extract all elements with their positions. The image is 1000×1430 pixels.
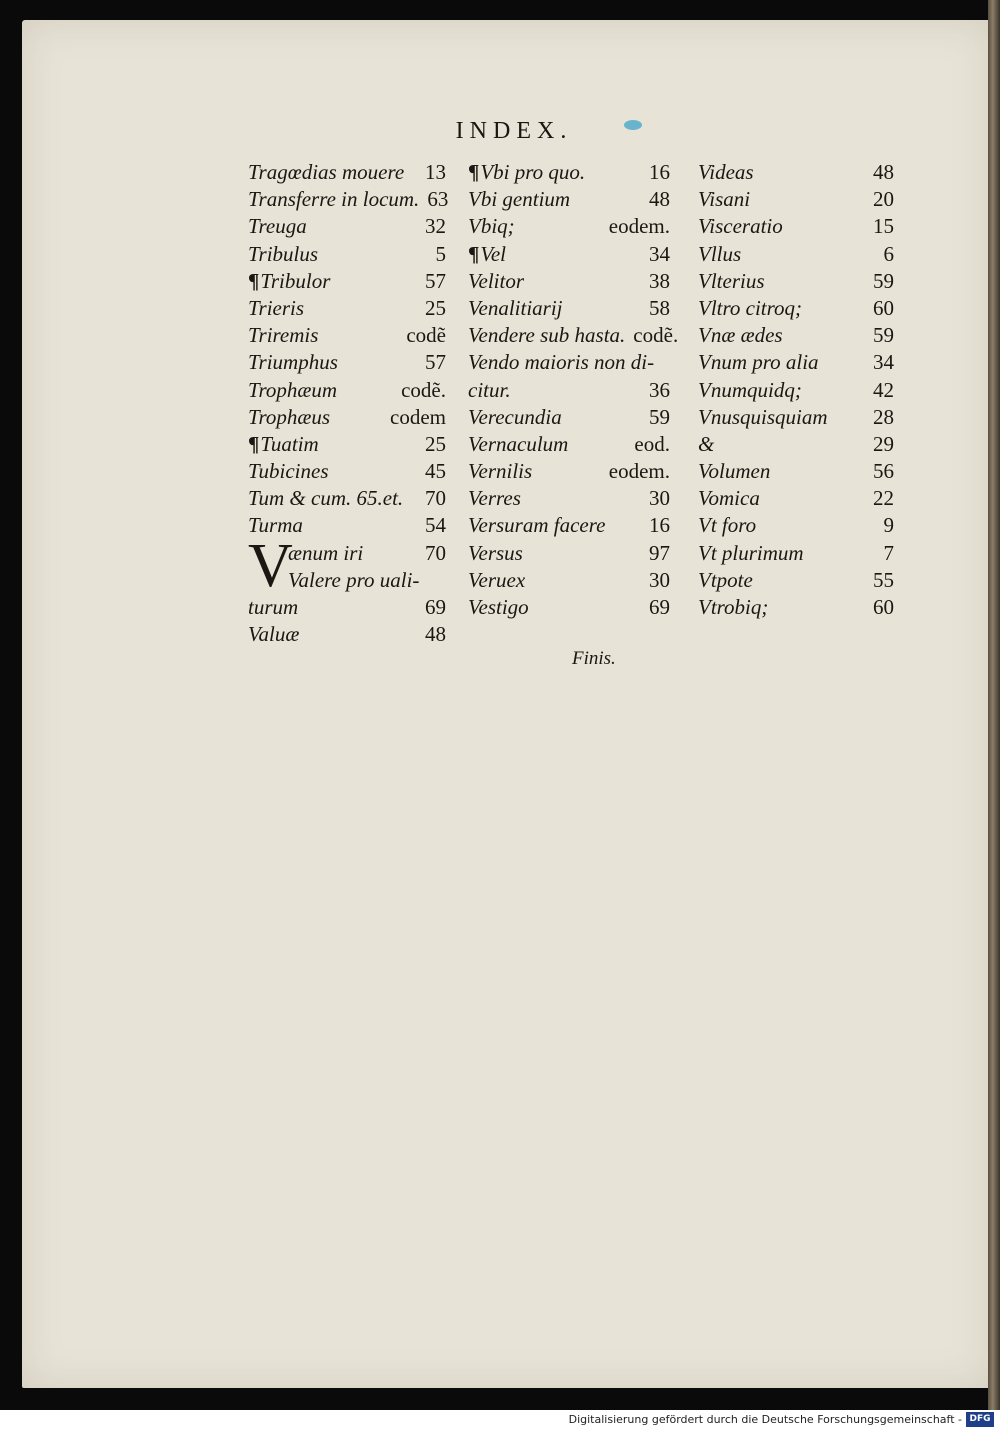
index-entry <box>248 269 446 296</box>
entry-term <box>288 568 419 593</box>
index-entry <box>468 269 670 296</box>
entry-term <box>698 160 754 185</box>
index-column-1 <box>248 160 449 649</box>
entry-text: Venalitiarij <box>468 295 563 320</box>
entry-text: Vbi gentium <box>468 187 571 212</box>
index-entry <box>468 323 679 350</box>
index-entry <box>248 187 449 214</box>
entry-page-number: 59 <box>873 268 894 293</box>
index-entry <box>468 595 670 622</box>
entry-term <box>698 513 756 538</box>
entry-page-number: 15 <box>873 214 894 239</box>
entry-page-number: 20 <box>873 187 894 212</box>
entry-term <box>468 459 532 484</box>
entry-term <box>248 269 330 294</box>
entry-page-number: eodem. <box>608 214 670 239</box>
entry-term <box>698 595 768 620</box>
pilcrow-icon: ¶ <box>468 241 480 266</box>
entry-page-number: 63 <box>427 187 449 212</box>
entry-text: Trieris <box>248 295 305 320</box>
entry-term <box>468 214 515 239</box>
entry-term <box>248 350 338 375</box>
entry-page-number: eodem. <box>608 459 670 484</box>
entry-page-number: 42 <box>873 377 894 402</box>
entry-term <box>248 459 329 484</box>
entry-term <box>698 350 819 375</box>
entry-page-number: 69 <box>649 595 670 619</box>
entry-page-number: codẽ <box>406 323 446 348</box>
entry-text: Vlterius <box>698 268 765 293</box>
entry-term <box>698 432 714 457</box>
entry-term <box>468 595 529 620</box>
entry-text: Velitor <box>468 268 524 293</box>
entry-page-number: 34 <box>873 350 894 375</box>
entry-term <box>698 269 765 294</box>
book-edge <box>988 0 1000 1410</box>
entry-text: Triumphus <box>248 350 338 375</box>
entry-page-number: 34 <box>649 241 670 266</box>
entry-page-number: codẽ. <box>633 323 679 348</box>
entry-text: Vernilis <box>468 459 533 484</box>
entry-text: & <box>698 431 715 456</box>
entry-term <box>468 405 562 430</box>
entry-text: Vestigo <box>468 595 529 619</box>
entry-text: Tribulus <box>248 241 319 266</box>
entry-text: Volumen <box>698 459 771 484</box>
entry-page-number: 60 <box>873 295 894 320</box>
dfg-logo-icon: DFG <box>966 1412 994 1427</box>
index-entry <box>248 242 446 269</box>
entry-text: Vt foro <box>698 513 757 538</box>
entry-text: Treuga <box>248 214 307 239</box>
entry-text: Valere pro uali- <box>288 567 420 592</box>
index-entry <box>698 350 894 377</box>
entry-term <box>248 214 307 239</box>
index-entry <box>698 459 894 486</box>
footer-bar <box>0 1410 1000 1430</box>
index-entry <box>248 296 446 323</box>
entry-page-number: 56 <box>873 459 894 484</box>
index-entry <box>698 513 894 540</box>
entry-text: Vllus <box>698 241 742 266</box>
index-entry <box>698 296 894 323</box>
entry-page-number: 9 <box>883 513 894 538</box>
index-entry <box>698 242 894 269</box>
entry-page-number: 38 <box>649 268 670 293</box>
entry-page-number: 45 <box>425 459 446 484</box>
entry-page-number: 69 <box>425 595 446 620</box>
entry-text: Vt plurimum <box>698 540 804 565</box>
footer-credit: Digitalisierung gefördert durch die Deutsche Forschungsgemeinschaft - <box>568 1413 962 1426</box>
pilcrow-icon: ¶ <box>248 431 260 456</box>
drop-cap: V <box>248 531 293 600</box>
entry-page-number: codẽ. <box>401 377 446 402</box>
entry-term <box>698 405 828 430</box>
entry-text: Vernaculum <box>468 431 569 456</box>
entry-term <box>698 323 783 348</box>
entry-text: Trophæum <box>248 377 338 402</box>
entry-page-number: 58 <box>649 295 670 320</box>
index-entry <box>248 622 446 649</box>
entry-page-number: eod. <box>634 431 670 456</box>
entry-text: Vtpote <box>698 567 753 592</box>
entry-page-number: 48 <box>649 187 670 212</box>
entry-term <box>468 432 568 457</box>
entry-page-number: 54 <box>425 513 446 538</box>
entry-text: Vbiq; <box>468 214 515 239</box>
index-entry <box>248 405 446 432</box>
entry-text: Veruex <box>468 567 526 592</box>
entry-text: Valuæ <box>248 622 300 647</box>
entry-page-number: 48 <box>425 622 446 647</box>
entry-term <box>248 432 319 457</box>
index-entry <box>468 187 670 214</box>
entry-term <box>468 242 506 267</box>
index-entry <box>698 432 894 459</box>
entry-term <box>248 160 404 185</box>
entry-page-number: 57 <box>425 350 446 375</box>
index-entry <box>698 541 894 568</box>
entry-page-number: 59 <box>649 404 670 429</box>
entry-text: Versuram facere <box>468 513 606 538</box>
index-entry <box>468 541 670 568</box>
entry-text: Vnusquisquiam <box>698 404 828 429</box>
entry-page-number: 6 <box>883 241 894 266</box>
entry-term <box>698 214 783 239</box>
entry-page-number: 30 <box>649 486 670 511</box>
index-entry <box>248 432 446 459</box>
index-entry <box>248 160 446 187</box>
entry-text: Visani <box>698 187 751 212</box>
entry-text: Tum & cum. 65.et. <box>248 486 404 511</box>
entry-text: Verres <box>468 486 521 511</box>
entry-page-number: 28 <box>873 404 894 429</box>
entry-term <box>468 187 570 212</box>
index-entry <box>698 323 894 350</box>
index-entry <box>468 405 670 432</box>
entry-term <box>468 541 523 566</box>
entry-text: Tuatim <box>260 431 319 456</box>
entry-text: Vnumquidq; <box>698 377 802 402</box>
index-entry <box>248 486 446 513</box>
index-entry <box>468 432 670 459</box>
index-entry <box>468 160 670 187</box>
entry-page-number: 16 <box>649 513 670 538</box>
pilcrow-icon: ¶ <box>248 268 260 293</box>
entry-term <box>468 568 525 593</box>
entry-text: Tubicines <box>248 459 329 484</box>
entry-text: ænum iri <box>288 540 364 565</box>
entry-page-number: 36 <box>649 377 670 402</box>
entry-term <box>468 160 585 185</box>
entry-text: Tragœdias mouere <box>248 160 405 184</box>
entry-text: Vtrobiq; <box>698 595 769 619</box>
index-entry <box>468 296 670 323</box>
entry-page-number: 30 <box>649 567 670 592</box>
index-entry <box>698 187 894 214</box>
index-entry <box>698 595 894 622</box>
entry-term <box>468 296 563 321</box>
entry-term <box>698 541 804 566</box>
entry-page-number: 32 <box>425 214 446 239</box>
index-entry <box>468 568 670 595</box>
entry-page-number: 70 <box>425 540 446 565</box>
index-entry <box>698 269 894 296</box>
entry-page-number: 57 <box>425 268 446 293</box>
entry-page-number: 97 <box>649 540 670 565</box>
entry-term <box>468 269 524 294</box>
entry-text: Vnum pro alia <box>698 350 819 375</box>
entry-term <box>698 378 802 403</box>
entry-page-number: 29 <box>873 431 894 456</box>
index-entry <box>248 459 446 486</box>
entry-page-number: codem <box>390 404 446 429</box>
entry-page-number: 25 <box>425 295 446 320</box>
index-entry <box>468 513 670 540</box>
entry-text: Vendo maioris non di- <box>468 350 655 375</box>
entry-text: Visceratio <box>698 214 783 239</box>
index-entry <box>248 214 446 241</box>
index-entry <box>698 486 894 513</box>
entry-page-number: 59 <box>873 323 894 348</box>
entry-term <box>248 242 318 267</box>
initial-block <box>248 531 446 600</box>
entry-text: Vltro citroq; <box>698 295 803 320</box>
entry-page-number: 25 <box>425 431 446 456</box>
entry-page-number: 22 <box>873 486 894 511</box>
entry-term <box>248 187 419 212</box>
entry-page-number: 60 <box>873 595 894 619</box>
entry-text: Vendere sub hasta. <box>468 323 626 348</box>
entry-term <box>248 486 403 511</box>
index-entry <box>698 160 894 187</box>
entry-text: Vel <box>480 241 506 266</box>
pilcrow-icon: ¶ <box>468 160 480 184</box>
entry-text: Tribulor <box>260 268 331 293</box>
entry-page-number: 7 <box>883 540 894 565</box>
index-entry <box>468 242 670 269</box>
index-column-3 <box>698 160 894 622</box>
entry-page-number: 13 <box>425 160 446 184</box>
index-entry <box>468 486 670 513</box>
entry-page-number: 48 <box>873 160 894 184</box>
entry-term <box>248 378 337 403</box>
entry-text: Transferre in locum. <box>248 187 420 212</box>
entry-term <box>468 486 521 511</box>
entry-page-number: 55 <box>873 567 894 592</box>
index-entry <box>468 214 670 241</box>
entry-text: Verecundia <box>468 404 562 429</box>
entry-term <box>468 378 511 403</box>
entry-text: Vomica <box>698 486 760 511</box>
entry-text: Vnæ ædes <box>698 323 783 348</box>
entry-term <box>698 486 760 511</box>
index-entry <box>248 323 446 350</box>
entry-term <box>698 568 753 593</box>
entry-page-number: 70 <box>425 486 446 511</box>
page-title: INDEX. <box>455 118 573 144</box>
entry-term <box>468 323 625 348</box>
entry-text: Vbi pro quo. <box>480 160 586 184</box>
entry-term <box>468 350 654 375</box>
entry-term <box>698 242 741 267</box>
entry-term <box>468 513 605 538</box>
entry-text: Turma <box>248 513 303 538</box>
entry-page-number: 16 <box>649 160 670 184</box>
entry-term <box>288 541 363 566</box>
entry-term <box>698 187 750 212</box>
entry-term <box>248 405 330 430</box>
entry-text: Triremis <box>248 323 319 348</box>
index-entry <box>248 378 446 405</box>
finis-label: Finis. <box>572 648 616 669</box>
index-entry <box>468 350 670 377</box>
index-entry <box>698 378 894 405</box>
entry-term <box>248 323 318 348</box>
entry-page-number: 5 <box>435 241 446 266</box>
entry-term <box>248 622 299 647</box>
entry-term <box>698 296 802 321</box>
index-entry <box>698 214 894 241</box>
entry-text: Versus <box>468 540 523 565</box>
index-column-2 <box>468 160 679 622</box>
index-entry <box>248 350 446 377</box>
index-entry <box>468 378 670 405</box>
entry-text: citur. <box>468 377 511 402</box>
entry-text: Trophæus <box>248 404 331 429</box>
index-entry <box>698 568 894 595</box>
entry-text: turum <box>248 595 299 620</box>
entry-term <box>248 296 304 321</box>
entry-text: Videas <box>698 160 754 184</box>
index-entry <box>698 405 894 432</box>
index-entry <box>468 459 670 486</box>
entry-term <box>698 459 770 484</box>
